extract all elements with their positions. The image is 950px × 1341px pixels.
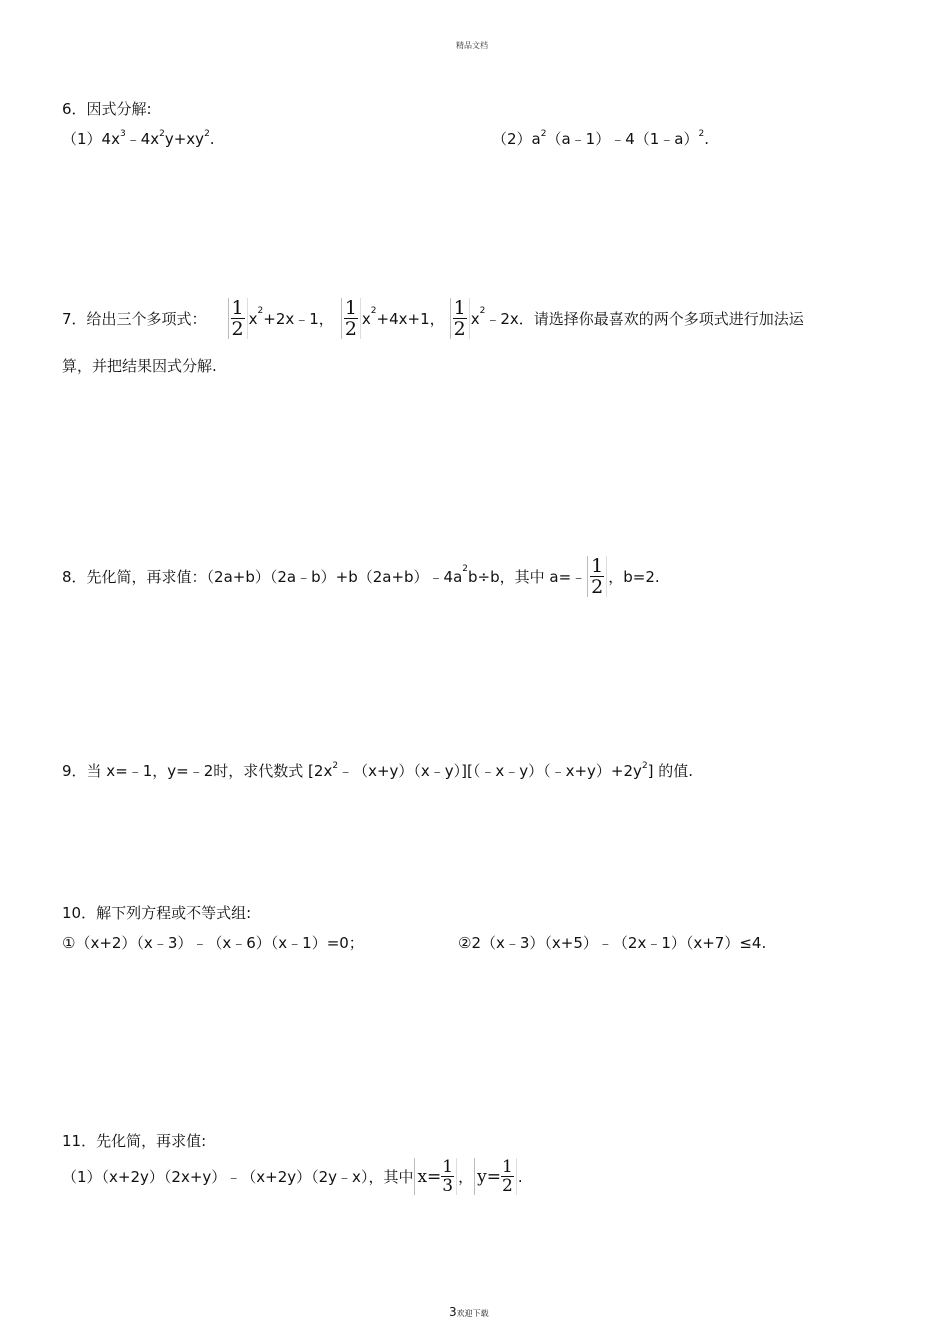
question-11-part-1: （1）（x+2y）（2x+y）﹣（x+2y）（2y﹣x），其中 x= $\frac{1}{3}$ ， y= $\frac{1}{2}$ . <box>62 1157 523 1196</box>
question-6-part-1: $(1)4x^3﹣4x^2y+xy^2$. <box>62 129 215 148</box>
question-7-line-1: 7．给出三个多项式： $\frac{1}{2}$ x 2 +2x﹣1， $\frac{1}{2}$ x 2 +4x+1， $\frac{1}{2}$ x 2 ﹣2x．请选择你最喜欢的两个多项式进行加法运 <box>62 297 804 340</box>
question-10-part-2: ②2（x﹣3）（x+5）﹣（2x﹣1）（x+7）≤4. <box>458 934 767 952</box>
y-value-fraction: y= $\frac{1}{2}$ <box>474 1158 517 1195</box>
question-10-part-1: ①（x+2）（x﹣3）﹣（x﹣6）（x﹣1）=0； <box>62 934 364 952</box>
fraction-one-half: $\frac{1}{2}$ <box>341 298 361 339</box>
question-6-title: 6．因式分解: <box>62 100 152 118</box>
fraction-one-half: $\frac{1}{2}$ <box>587 556 607 597</box>
question-8: 8．先化简，再求值：（2a+b）（2a﹣b）+b（2a+b）﹣4a 2 b÷b，其中 a=﹣ $\frac{1}{2}$ ，b=2. <box>62 555 660 598</box>
page-header: 精品文档 <box>456 41 488 50</box>
fraction-one-half: $\frac{1}{2}$ <box>228 298 248 339</box>
question-7-line-2: 算，并把结果因式分解. <box>62 357 217 375</box>
question-9: 9．当 x=﹣1，y=﹣2时，求代数式 $[2x^2﹣(x+y)(x﹣y)][(﹣x﹣y)(﹣x+y)+2y^2]$ 的值. <box>62 761 694 780</box>
footer-text: 欢迎下载 <box>456 1309 489 1318</box>
fraction-one-half: $\frac{1}{2}$ <box>450 298 470 339</box>
x-value-fraction: x= $\frac{1}{3}$ <box>414 1158 457 1195</box>
question-10-title: 10．解下列方程或不等式组: <box>62 904 252 922</box>
page-footer <box>449 1305 489 1319</box>
question-11-title: 11．先化简，再求值: <box>62 1132 207 1150</box>
question-6-part-2: $(2)a^2(a﹣1)﹣4(1﹣a)^2$. <box>492 129 710 148</box>
page-number: 3 <box>449 1305 457 1319</box>
